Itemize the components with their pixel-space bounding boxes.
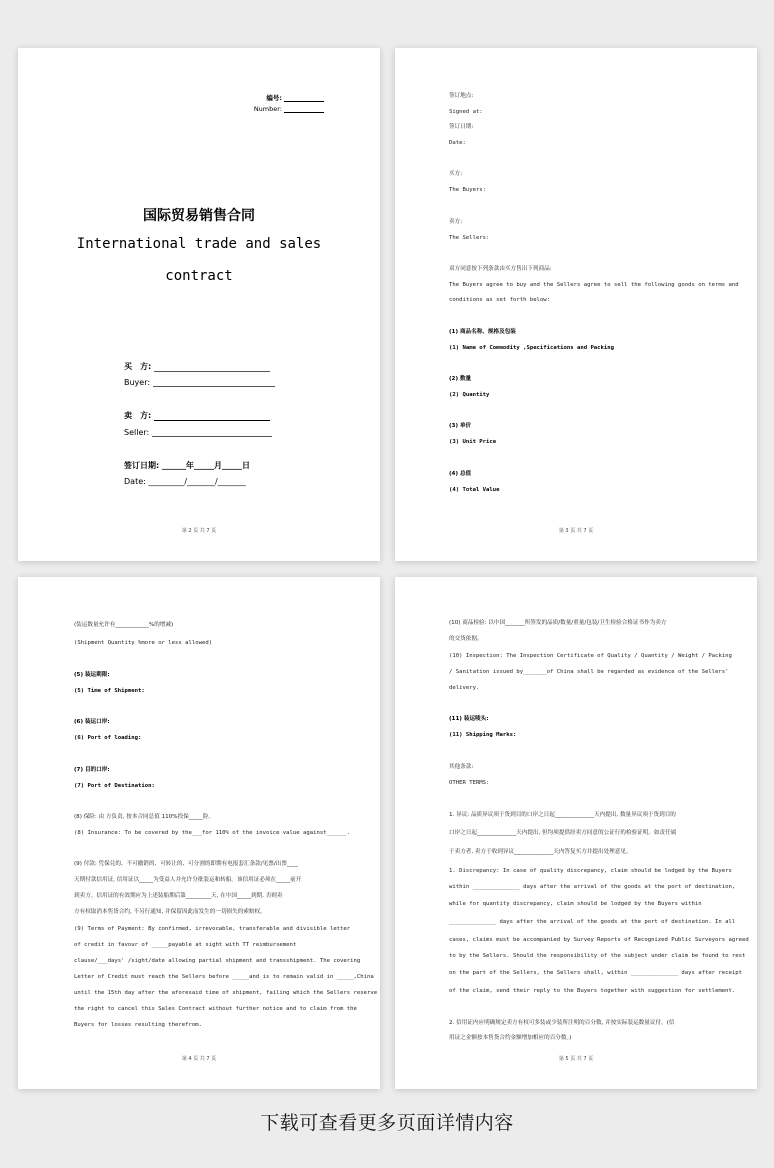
download-caption: 下载可查看更多页面详情内容 (260, 1112, 514, 1134)
text-line: of credit in favour of _____payable at sight with TT reimbursement (74, 942, 297, 948)
text-line: (9) 付款: 凭保兑的、不可撤销的、可转让的、可分割的即期有电报套汇条款/见票/出票____ (74, 861, 299, 867)
text-line: 买方: (449, 171, 463, 177)
contract-page-3 (395, 48, 757, 561)
text-line: Signed at: (449, 109, 483, 115)
text-line: 的交货依据。 (449, 636, 483, 642)
text-line: The Sellers: (449, 235, 490, 241)
page-footer: 第 5 页 共 7 页 (558, 1056, 594, 1062)
contract-number-cn: 编号: (266, 93, 324, 102)
page-footer: 第 2 页 共 7 页 (181, 528, 217, 534)
text-line: 签订日期: (449, 124, 474, 130)
buyer-cn-field: 买 方: (124, 361, 270, 372)
text-line: until the 15th day after the aforesaid time of shipment, failing which the Sellers reserve (74, 990, 378, 996)
title-cn: 国际贸易销售合同 (143, 208, 255, 224)
text-line: clause/___days' /sight/date allowing partial shipment and transshipment. The covering (74, 958, 361, 964)
text-line: (Shipment Quantity %more or less allowed) (74, 640, 213, 646)
text-line: 2. 信用证内应明确规定卖方有权可多装或少装所注明的百分数, 并按实际装运数量议付。(信 (449, 1020, 675, 1026)
title-en-line2: contract (165, 268, 233, 284)
text-line: on the part of the Sellers, the Sellers shall, within ______________ days after receipt (449, 970, 742, 976)
text-line: (装运数量允许有____________%的增减) (74, 622, 174, 628)
section-heading: (4) Total Value (449, 487, 500, 493)
text-line: 其他条款: (449, 764, 474, 770)
text-line: of the claim, send their reply to the Buyers together with suggestion for settlement. (449, 988, 736, 994)
text-line: 卖方: (449, 219, 463, 225)
text-line: within ______________ days after the arrival of the goods at the port of destination, (449, 884, 736, 890)
cover-page (18, 48, 380, 561)
page-footer: 第 4 页 共 7 页 (181, 1056, 217, 1062)
text-line: Date: (449, 140, 466, 146)
page-footer: 第 3 页 共 7 页 (558, 528, 594, 534)
text-line: conditions as set forth below: (449, 297, 551, 303)
title-en-line1: International trade and sales (76, 236, 322, 252)
section-heading: (5) Time of Shipment: (74, 688, 145, 694)
contract-page-5 (395, 577, 757, 1089)
text-line: Buyers for losses resulting therefrom. (74, 1022, 202, 1028)
text-line: to by the Sellers. Should the responsibility of the subject under claim be found to rest (449, 953, 746, 959)
section-heading: (3) Unit Price (449, 439, 497, 445)
section-heading: (6) Port of loading: (74, 735, 142, 741)
section-heading: (2) 数量 (449, 376, 472, 382)
seller-cn-field: 卖 方: (124, 410, 270, 421)
text-line: 1. Discrepancy: In case of quality discrepancy, claim should be lodged by the Buyers (449, 868, 732, 874)
text-line: The Buyers: (449, 187, 487, 193)
text-line: 口岸之日起______________天内提出, 但均须提供经卖方同意的公证行的检验证明。如责任属 (449, 830, 677, 836)
text-line: while for quantity discrepancy, claim should be lodged by the Buyers within (449, 901, 702, 907)
text-line: Letter of Credit must reach the Sellers before _____and is to remain valid in _____,China (74, 974, 374, 980)
seller-en-field: Seller: (124, 428, 272, 437)
text-line: 双方同意按下列条款由买方售出下列商品: (449, 266, 552, 272)
section-heading: (1) 商品名称、规格及包装 (449, 329, 516, 335)
text-line: (10) Inspection: The Inspection Certificate of Quality / Quantity / Weight / Packing (449, 653, 732, 659)
section-heading: (5) 装运期限: (74, 672, 110, 678)
text-line: / Sanitation issued by_______of China shall be regarded as evidence of the Sellers' (449, 669, 729, 675)
sign-date-cn: 签订日期: ______年_____月_____日 (124, 461, 250, 470)
buyer-en-field: Buyer: (124, 378, 275, 387)
text-line: 签订地点: (449, 93, 474, 99)
text-line: (9) Terms of Payment: By confirmed, irrevocable, transferable and divisible letter (74, 926, 351, 932)
text-line: (8) 保险: 由 方负责, 按本合同总值 110%投保_____险。 (74, 814, 214, 820)
text-line: 1. 异议: 品质异议须于货到目的口岸之日起______________天内提出, 数量异议须于货到目的 (449, 812, 676, 818)
contract-page-4 (18, 577, 380, 1089)
text-line: ______________ days after the arrival of the goods at the port of destination. In all (449, 919, 736, 925)
text-line: OTHER TERMS: (449, 780, 490, 786)
section-heading: (3) 单价 (449, 423, 472, 429)
text-line: (8) Insurance: To be covered by the___for 110% of the invoice value against______. (74, 830, 351, 836)
section-heading: (11) Shipping Marks: (449, 732, 517, 738)
text-line: cases, claims must be accompanied by Survey Reports of Recognized Public Surveyors agreed (449, 937, 749, 943)
text-line: 方有权取消本售货合约, 不另行通知, 并保留因此而发生的一切损失的索赔权。 (74, 909, 266, 915)
section-heading: (11) 装运唛头: (449, 716, 489, 722)
text-line: 于卖方者, 卖方于收到异议______________天内答复买方并提出处理意见。 (449, 849, 632, 855)
section-heading: (1) Name of Commodity ,Specifications and Packing (449, 345, 615, 351)
sign-date-en: Date: _________/_______/_______ (124, 477, 246, 486)
text-line: 到卖方。信用证的有效期应为上述装船期后第_________天, 在中国_____到期, 否则卖 (74, 893, 283, 899)
section-heading: (2) Quantity (449, 392, 490, 398)
section-heading: (4) 总值 (449, 471, 472, 477)
section-heading: (7) Port of Destination: (74, 783, 155, 789)
text-line: 用证之金额按本售货合约金额增加相应的百分数。) (449, 1035, 572, 1041)
section-heading: (7) 目的口岸: (74, 767, 110, 773)
text-line: The Buyers agree to buy and the Sellers agree to sell the following goods on terms and (449, 282, 739, 288)
text-line: the right to cancel this Sales Contract without further notice and to claim from the (74, 1006, 357, 1012)
text-line: delivery. (449, 685, 480, 691)
contract-number-en: Number: (254, 105, 324, 113)
text-line: (10) 商品检验: 以中国_______所签发的品质/数量/重量/包装/卫生检验合格证书作为卖方 (449, 620, 667, 626)
text-line: 天期付款信用证, 信用证以_____为受益人并允许分批装运和转船。该信用证必须在_____前开 (74, 877, 302, 883)
section-heading: (6) 装运口岸: (74, 719, 110, 725)
